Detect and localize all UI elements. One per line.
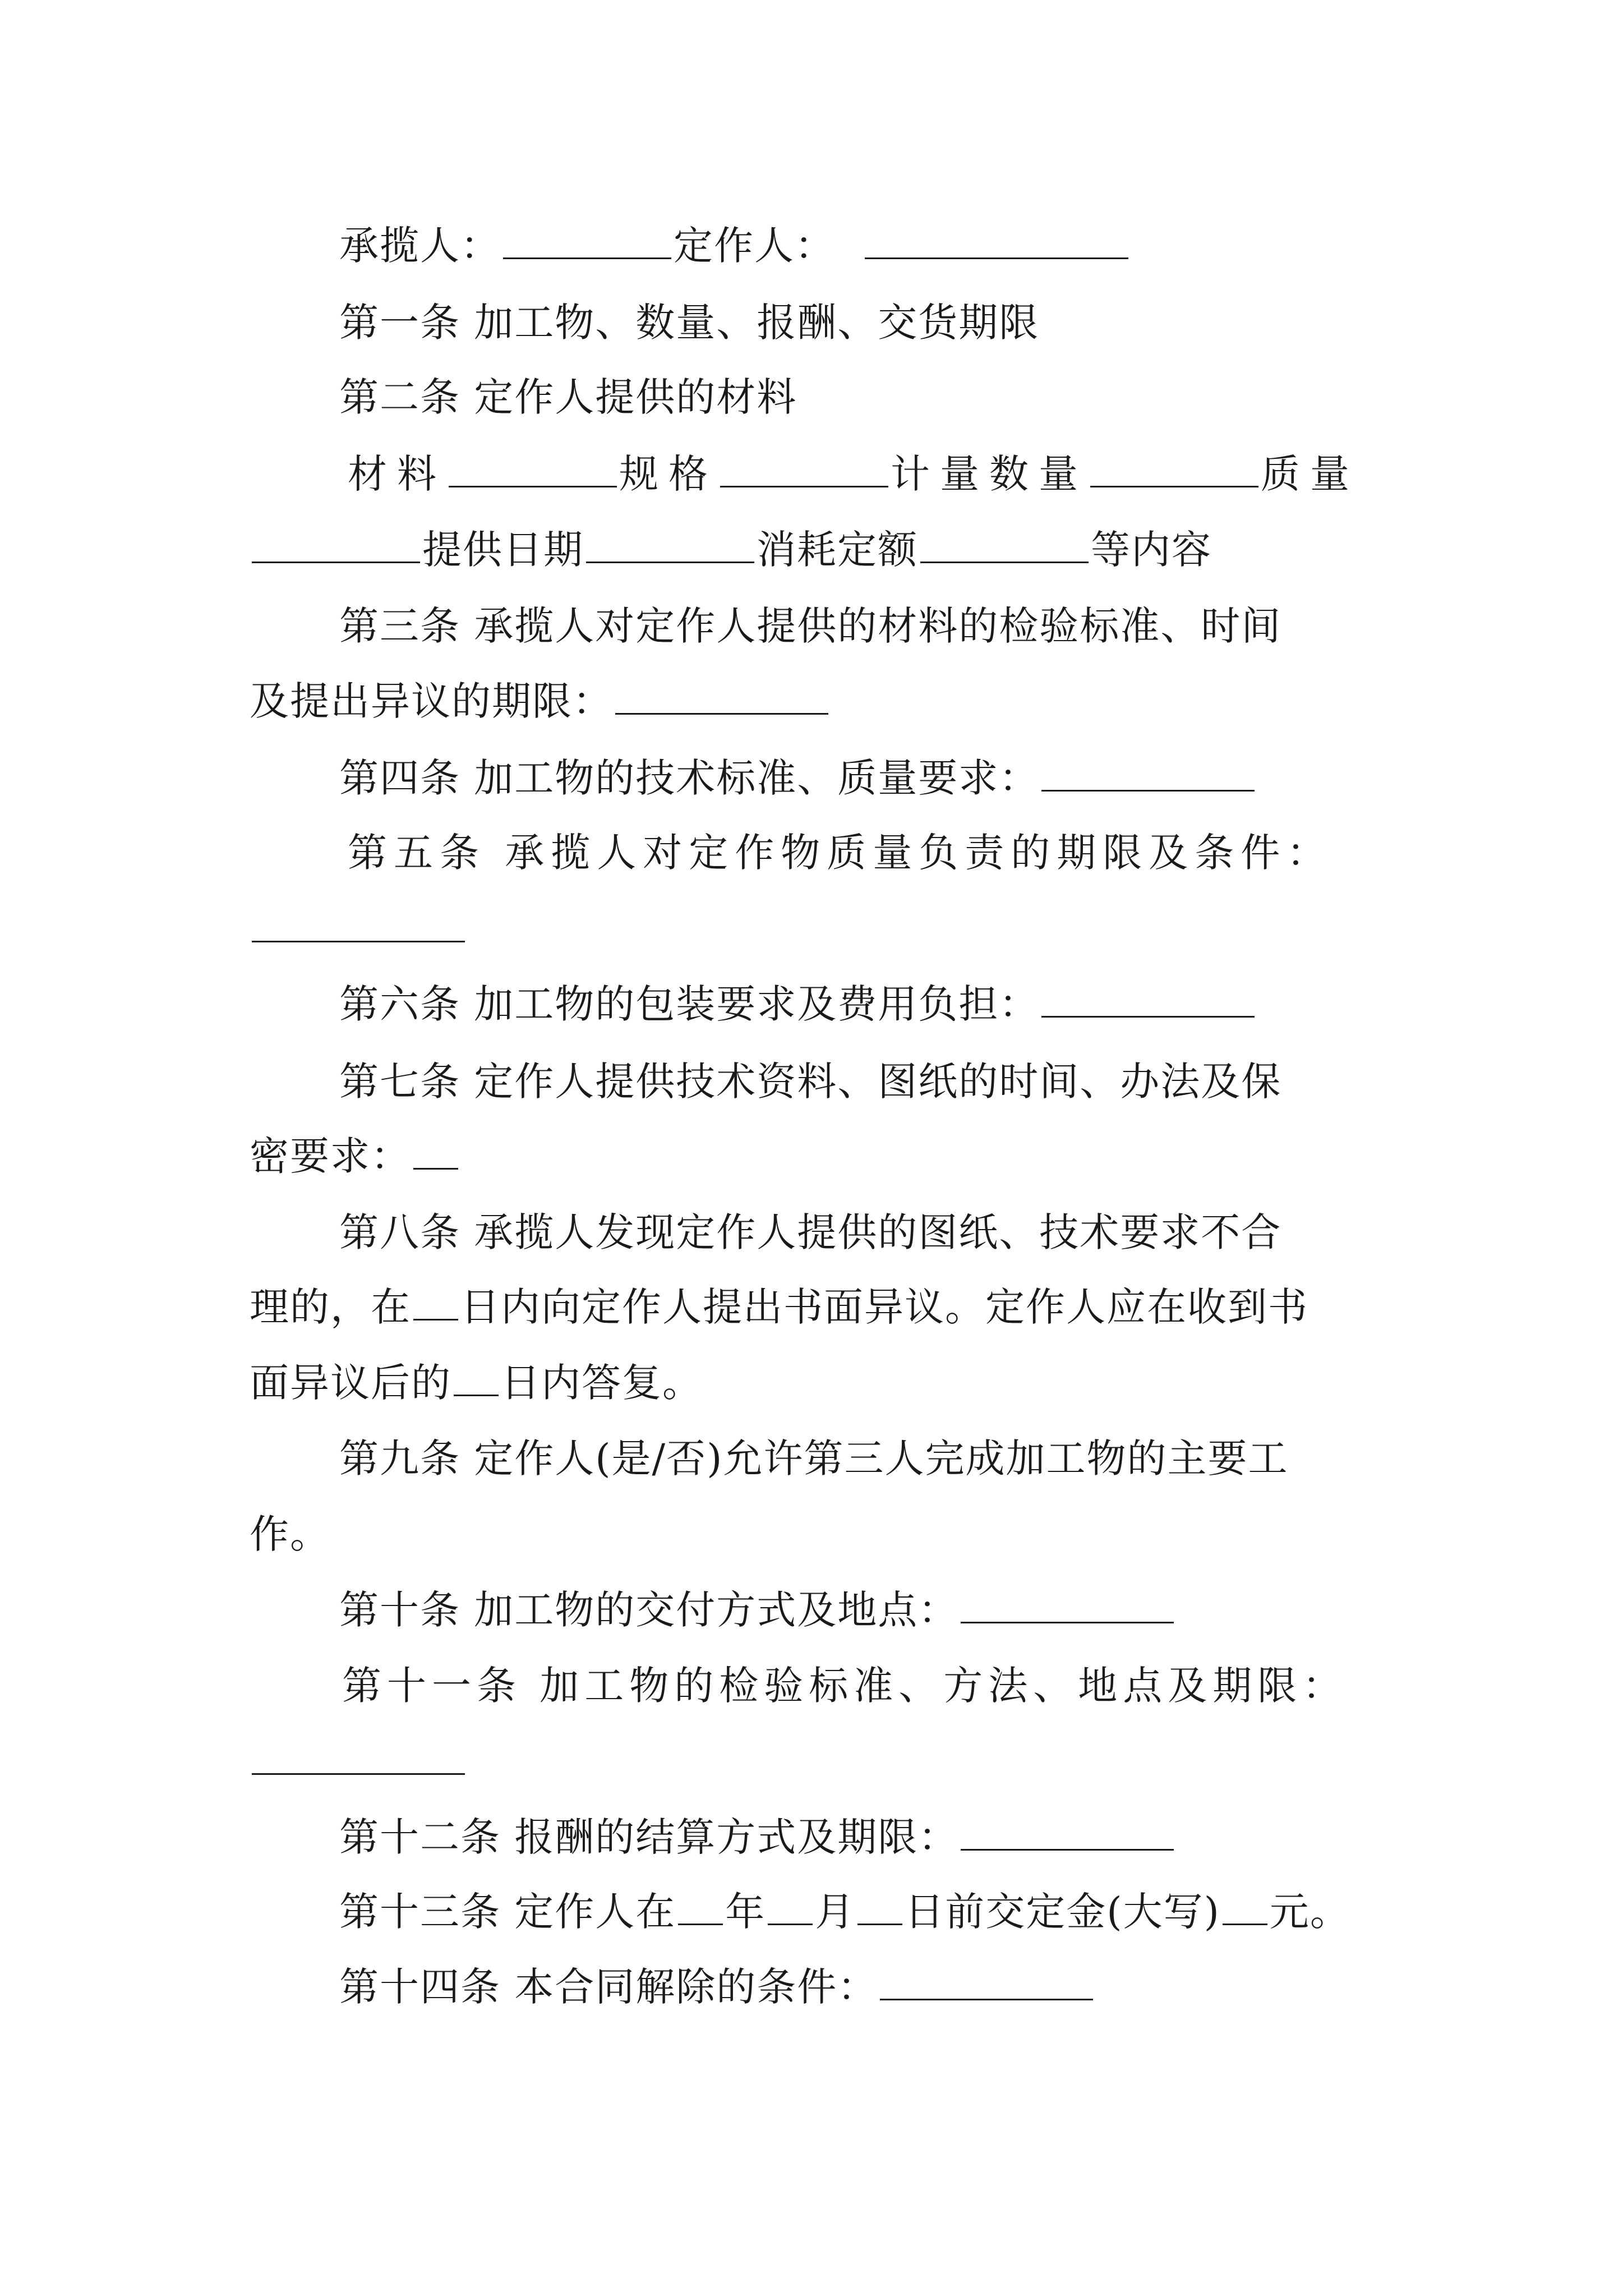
deposit-amount-blank[interactable] [1223,1884,1267,1925]
article-5 [348,825,1332,881]
article-8-text-2b: 日内向定作人提出书面异议。定作人应在收到书 [460,1284,1308,1330]
article-4-blank[interactable] [1041,751,1255,792]
article-8-text-2a: 理的，在 [250,1284,411,1330]
article-5-blank-line [250,901,467,957]
article-13-year: 年 [725,1889,766,1935]
material-blank[interactable] [449,447,617,487]
article-11-text: 第十一条 加工物的检验标准、方法、地点及期限： [342,1663,1348,1709]
quantity-blank[interactable] [1090,447,1258,487]
article-14 [339,1959,1095,2015]
article-2-materials-line [348,446,1359,502]
article-13-text-a: 第十三条 定作人在 [339,1889,676,1935]
article-7-line-1 [339,1053,1281,1110]
client-label: 定作人： [674,223,835,269]
article-9-line-1 [339,1430,1288,1487]
quantity-label: 计量数量 [891,451,1088,497]
article-8-line-1 [339,1204,1281,1260]
date-label: 提供日期 [422,527,584,573]
deposit-year-blank[interactable] [678,1884,723,1925]
article-1-text: 第一条 加工物、数量、报酬、交货期限 [339,300,1040,346]
article-10-text: 第十条 加工物的交付方式及地点： [339,1587,959,1633]
article-8-days-blank-1[interactable] [413,1280,458,1320]
contractor-label: 承揽人： [339,223,501,269]
article-10-blank[interactable] [961,1582,1174,1623]
article-8-line-3 [250,1355,703,1411]
article-3-blank[interactable] [615,674,828,715]
article-13-yuan: 元。 [1269,1889,1350,1935]
article-12 [339,1809,1176,1865]
article-12-blank[interactable] [961,1810,1174,1851]
quota-blank[interactable] [920,522,1089,563]
article-13-month: 月 [815,1889,856,1935]
article-3-line-1 [339,598,1281,654]
article-9-text-1: 第九条 定作人(是/否)允许第三人完成加工物的主要工 [339,1435,1289,1481]
article-8-text-1: 第八条 承揽人发现定作人提供的图纸、技术要求不合 [339,1209,1282,1255]
article-2-date-line [250,522,1212,578]
article-4 [339,750,1257,806]
article-3-text-1: 第三条 承揽人对定作人提供的材料的检验标准、时间 [339,603,1282,649]
material-label: 材料 [348,451,446,497]
contractor-blank[interactable] [503,218,671,259]
quota-label: 消耗定额 [757,527,918,573]
deposit-month-blank[interactable] [768,1884,813,1925]
article-8-text-3a: 面异议后的 [250,1360,451,1406]
article-10 [339,1582,1176,1638]
article-3-text-2: 及提出异议的期限： [250,678,613,724]
article-5-text: 第五条 承揽人对定作物质量负责的期限及条件： [348,830,1333,876]
article-6-blank[interactable] [1041,977,1255,1018]
article-7-blank[interactable] [413,1129,458,1170]
article-2-text: 第二条 定作人提供的材料 [339,374,797,420]
article-9-line-2 [250,1506,330,1562]
article-6 [339,976,1257,1032]
parties-line [339,218,1131,274]
article-12-text: 第十二条 报酬的结算方式及期限： [339,1814,959,1860]
article-13 [339,1884,1350,1940]
article-3-line-2 [250,673,831,729]
date-blank[interactable] [586,522,754,563]
article-11 [342,1658,1347,1714]
deposit-day-blank[interactable] [857,1884,902,1925]
article-7-line-2 [250,1128,460,1184]
article-9-text-2: 作。 [250,1511,330,1557]
article-7-text-2: 密要求： [250,1133,411,1179]
spec-label: 规格 [619,451,718,497]
article-11-blank-line [250,1733,467,1789]
article-5-blank[interactable] [252,901,465,942]
article-6-text: 第六条 加工物的包装要求及费用负担： [339,981,1040,1027]
client-blank[interactable] [865,218,1128,259]
article-14-blank[interactable] [880,1959,1093,2000]
spec-blank[interactable] [720,447,888,487]
article-8-line-2 [250,1279,1308,1335]
article-14-text: 第十四条 本合同解除的条件： [339,1964,878,2010]
quality-blank[interactable] [252,522,420,563]
article-8-days-blank-2[interactable] [454,1355,499,1396]
article-11-blank[interactable] [252,1734,465,1775]
article-4-text: 第四条 加工物的技术标准、质量要求： [339,755,1040,801]
article-13-day: 日前交定金(大写) [905,1889,1220,1935]
article-8-text-3b: 日内答复。 [501,1360,703,1406]
etc-label: 等内容 [1091,527,1212,573]
article-2 [339,369,797,425]
article-7-text-1: 第七条 定作人提供技术资料、图纸的时间、办法及保 [339,1059,1282,1105]
article-1 [339,295,1039,351]
quality-label: 质量 [1261,451,1359,497]
